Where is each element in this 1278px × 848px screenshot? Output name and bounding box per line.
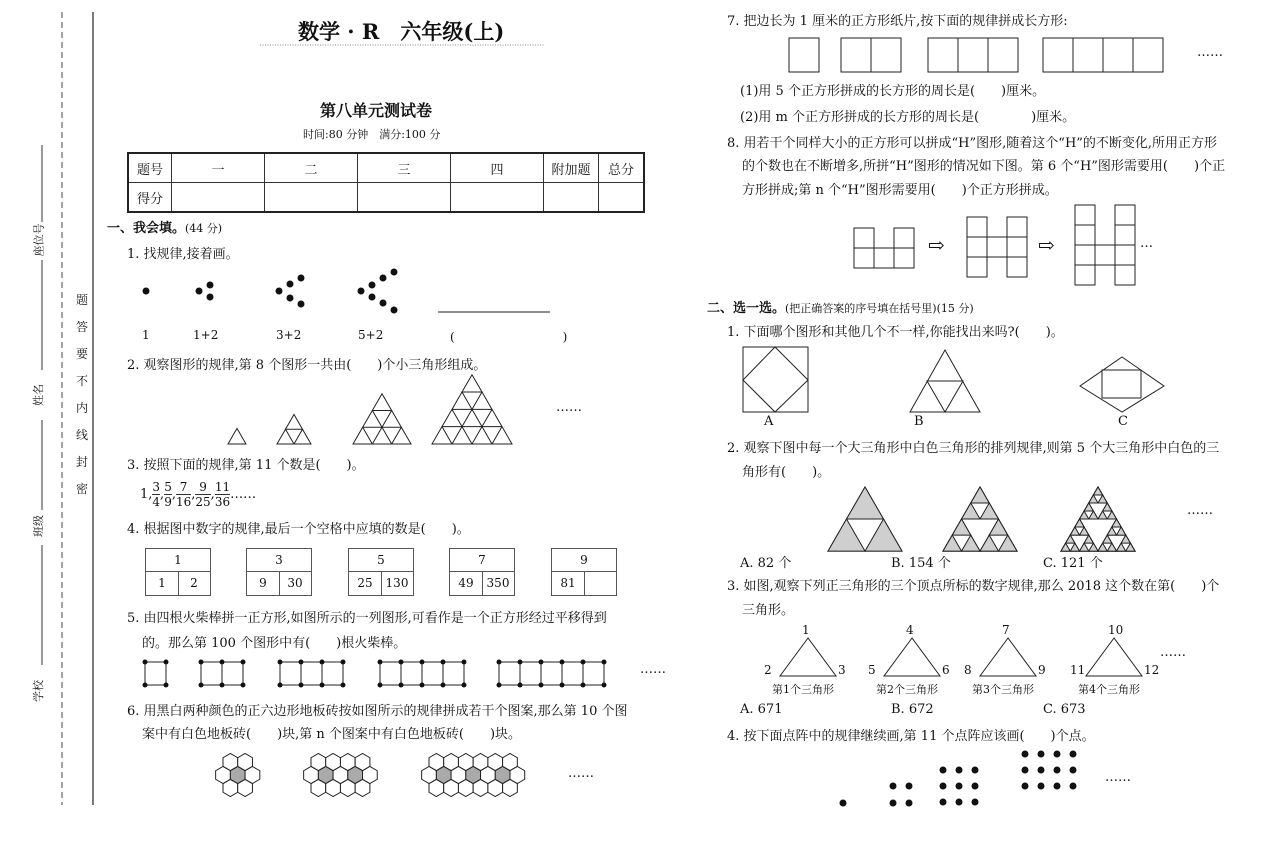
square — [1115, 265, 1135, 285]
vertex-number: 2 — [764, 663, 772, 677]
box-right: 30 — [287, 576, 303, 590]
part1-title: 一、我会填。 — [107, 221, 186, 236]
part2-note: (把正确答案的序号填在括号里)(15 分) — [785, 302, 974, 315]
score-header: 附加题 — [544, 153, 599, 183]
option-c[interactable]: C. 121 个 — [1043, 556, 1103, 571]
dot — [940, 799, 947, 806]
option-c[interactable]: C. 673 — [1043, 702, 1086, 717]
q1-label: 3+2 — [276, 328, 302, 342]
hexagon — [488, 754, 503, 771]
dot — [602, 660, 607, 665]
number-triangle — [1086, 638, 1142, 676]
p2q2-ellipsis: …… — [1187, 503, 1213, 518]
vertex-number: 11 — [1070, 663, 1086, 677]
dot — [287, 281, 294, 288]
small-triangle — [228, 428, 246, 444]
fraction — [152, 480, 160, 509]
hexagon — [429, 754, 444, 771]
dot — [164, 683, 169, 688]
dot — [840, 800, 847, 807]
dot — [497, 683, 502, 688]
hexagon — [488, 780, 503, 797]
dot — [298, 275, 305, 282]
fraction — [215, 480, 230, 509]
q8-text-2: 的个数也在不断增多,所拼“H”图形的情况如下图。第 6 个“H”图形需要用( )个正 — [742, 159, 1226, 174]
dot — [497, 660, 502, 665]
small-triangle — [472, 392, 492, 409]
small-triangle — [277, 429, 294, 444]
box-top: 7 — [450, 549, 514, 572]
dot — [1022, 751, 1029, 758]
dot — [378, 660, 383, 665]
hexagon — [311, 780, 326, 797]
square — [1133, 38, 1163, 72]
q2-ellipsis: …… — [556, 400, 582, 415]
class-label: 班级 — [32, 515, 45, 537]
dot — [906, 800, 913, 807]
dot — [539, 660, 544, 665]
p2q4-ellipsis: …… — [1105, 770, 1131, 785]
hexagon — [340, 754, 355, 771]
diamond — [1080, 357, 1164, 412]
square — [1103, 38, 1133, 72]
q5-ellipsis: …… — [640, 662, 666, 677]
dot — [1038, 783, 1045, 790]
vertex-number: 10 — [1108, 623, 1124, 637]
vertex-number: 6 — [942, 663, 950, 677]
vertex-number: 1 — [802, 623, 810, 637]
dot — [602, 683, 607, 688]
hexagon — [429, 780, 444, 797]
box-left: 81 — [552, 572, 585, 595]
dot — [196, 288, 203, 295]
gray-triangle — [971, 487, 990, 503]
seat-label: 座位号 — [32, 223, 46, 257]
vertex-number: 8 — [964, 663, 972, 677]
small-triangle — [442, 409, 462, 426]
rect — [1102, 370, 1141, 398]
hexagon — [473, 780, 488, 797]
dot — [298, 301, 305, 308]
dot — [1070, 751, 1077, 758]
hexagon — [223, 780, 238, 797]
number-box — [551, 548, 617, 596]
dot — [420, 683, 425, 688]
square — [1007, 217, 1027, 237]
dot — [320, 683, 325, 688]
p2q3-text-2: 三角形。 — [742, 603, 795, 618]
dot — [399, 660, 404, 665]
dot — [143, 660, 148, 665]
option-label: A — [764, 414, 774, 429]
small-triangle — [452, 427, 472, 444]
q5-text: 5. 由四根火柴棒拼一正方形,如图所示的一列图形,可看作是一个正方形经过平移得到 — [127, 611, 607, 626]
q3-text: 3. 按照下面的规律,第 11 个数是( )。 — [127, 458, 365, 473]
small-triangle — [382, 411, 401, 428]
dot — [341, 683, 346, 688]
small-triangle — [294, 429, 311, 444]
hexagon — [503, 754, 518, 771]
small-triangle — [482, 409, 502, 426]
q7-sub2: (2)用 m 个正方形拼成的长方形的周长是( )厘米。 — [740, 110, 1076, 125]
square — [1115, 245, 1135, 265]
seal-char: 答 — [76, 320, 89, 334]
header-title: 数学 · R 六年级(上) — [298, 19, 505, 44]
fraction — [164, 480, 172, 509]
dot — [581, 683, 586, 688]
q1-text: 1. 找规律,接着画。 — [127, 247, 239, 262]
hexagon — [311, 754, 326, 771]
numerator: 7 — [176, 480, 191, 495]
dot — [906, 783, 913, 790]
dot — [1054, 767, 1061, 774]
name-label: 姓名 — [32, 384, 45, 406]
diamond — [743, 347, 808, 412]
number-box — [246, 548, 312, 596]
hexagon — [473, 754, 488, 771]
numerator: 3 — [152, 480, 161, 494]
dot — [956, 767, 963, 774]
q8-ellipsis: … — [1140, 236, 1153, 251]
small-triangle — [462, 409, 482, 426]
arrow-icon: ⇨ — [1038, 233, 1055, 257]
arrow-icon: ⇨ — [928, 233, 945, 257]
dot — [391, 269, 398, 276]
dot — [199, 683, 204, 688]
seal-char: 内 — [76, 401, 89, 415]
q1-label: 5+2 — [358, 328, 384, 342]
hexagon — [503, 780, 518, 797]
number-triangle — [884, 638, 940, 676]
hexagon — [326, 780, 341, 797]
dot — [518, 660, 523, 665]
score-header: 一 — [172, 153, 265, 183]
dot — [220, 683, 225, 688]
number-box — [145, 548, 211, 596]
vertex-number: 7 — [1002, 623, 1010, 637]
triangle-caption: 第2个三角形 — [876, 683, 938, 696]
small-triangle — [392, 427, 411, 444]
vertex-number: 12 — [1144, 663, 1160, 677]
dot — [1070, 783, 1077, 790]
dot — [380, 275, 387, 282]
hexagon — [355, 754, 370, 771]
dot — [143, 683, 148, 688]
dot — [581, 660, 586, 665]
p2q3-ellipsis: …… — [1160, 645, 1186, 660]
q7-text: 7. 把边长为 1 厘米的正方形纸片,按下面的规律拼成长方形: — [727, 14, 1068, 29]
triangle-caption: 第1个三角形 — [772, 683, 834, 696]
option-a[interactable]: A. 82 个 — [740, 556, 792, 571]
dot — [1038, 767, 1045, 774]
dot — [539, 683, 544, 688]
box-right[interactable] — [584, 572, 616, 595]
seal-char: 题 — [76, 293, 89, 307]
square — [1115, 225, 1135, 245]
dot — [560, 683, 565, 688]
square — [967, 237, 987, 257]
number-triangle — [780, 638, 836, 676]
dot — [278, 660, 283, 665]
gray-triangle — [847, 487, 884, 519]
dot — [1038, 751, 1045, 758]
dot — [207, 282, 214, 289]
dot — [276, 288, 283, 295]
box-top: 5 — [349, 549, 413, 572]
hexagon — [444, 754, 459, 771]
vertex-number: 4 — [906, 623, 914, 637]
score-header: 题号 — [128, 153, 172, 183]
dot — [369, 294, 376, 301]
dot — [220, 660, 225, 665]
triangle — [927, 381, 963, 412]
small-triangle — [372, 427, 391, 444]
q5-text-2: 的。那么第 100 个图形中有( )根火柴棒。 — [142, 636, 407, 651]
square — [928, 38, 958, 72]
seq-first: 1, — [140, 487, 153, 502]
square — [841, 38, 871, 72]
numerator: 5 — [164, 480, 172, 494]
dot — [278, 683, 283, 688]
q1-label: 1+2 — [193, 328, 219, 342]
hexagon — [355, 780, 370, 797]
option-b[interactable]: B. 154 个 — [891, 556, 951, 571]
q1-label: 1 — [142, 328, 150, 342]
square — [743, 347, 808, 412]
score-header: 二 — [265, 153, 358, 183]
dot — [358, 288, 365, 295]
dot — [441, 683, 446, 688]
p2q2-text-2: 角形有( )。 — [742, 465, 831, 480]
seal-char: 封 — [76, 455, 89, 469]
number-box — [449, 548, 515, 596]
seal-char: 线 — [76, 428, 89, 442]
hexagon — [444, 780, 459, 797]
square — [874, 248, 894, 268]
square — [967, 217, 987, 237]
dot — [940, 767, 947, 774]
square — [1075, 245, 1095, 265]
p2q3-text: 3. 如图,观察下列正三角形的三个顶点所标的数字规律,那么 2018 这个数在第( )个 — [727, 579, 1220, 594]
dot — [1070, 767, 1077, 774]
vertex-number: 9 — [1038, 663, 1046, 677]
square — [1073, 38, 1103, 72]
fraction — [176, 480, 191, 509]
square — [987, 237, 1007, 257]
hexagon — [458, 754, 473, 771]
box-top: 1 — [146, 549, 210, 572]
score-header: 三 — [358, 153, 451, 183]
q6-text-2: 案中有白色地板砖( )块,第 n 个图案中有白色地板砖( )块。 — [142, 727, 522, 742]
small-triangle — [432, 427, 452, 444]
box-right: 130 — [385, 576, 409, 590]
box-left: 9 — [247, 572, 280, 595]
q7-sub1: (1)用 5 个正方形拼成的长方形的周长是( )厘米。 — [740, 84, 1046, 99]
box-top: 3 — [247, 549, 311, 572]
square — [988, 38, 1018, 72]
square — [894, 228, 914, 248]
q2-text: 2. 观察图形的规律,第 8 个图形一共由( )个小三角形组成。 — [127, 358, 487, 373]
hexagon — [223, 754, 238, 771]
exam-title: 第八单元测试卷 — [320, 101, 433, 120]
square — [1007, 257, 1027, 277]
score-header: 总分 — [599, 153, 645, 183]
score-row-label: 得分 — [128, 183, 172, 213]
box-left: 25 — [349, 572, 382, 595]
dot — [287, 295, 294, 302]
small-triangle — [353, 427, 372, 444]
dot — [462, 660, 467, 665]
dot — [378, 683, 383, 688]
vertex-number: 3 — [838, 663, 846, 677]
dot — [1022, 783, 1029, 790]
gray-triangle — [1093, 487, 1102, 495]
p2q2-text: 2. 观察下图中每一个大三角形中白色三角形的排列规律,则第 5 个大三角形中白色的三 — [727, 441, 1220, 456]
dot — [972, 783, 979, 790]
option-b[interactable]: B. 672 — [891, 702, 934, 717]
dot — [391, 307, 398, 314]
dot — [560, 660, 565, 665]
dot — [462, 683, 467, 688]
dot — [299, 683, 304, 688]
square — [1075, 205, 1095, 225]
square — [789, 38, 819, 72]
box-left: 1 — [146, 572, 179, 595]
square — [1007, 237, 1027, 257]
square — [1075, 265, 1095, 285]
number-triangle — [980, 638, 1036, 676]
denominator: 25 — [195, 495, 211, 509]
q7-ellipsis: …… — [1197, 45, 1223, 60]
dot — [1022, 767, 1029, 774]
dot — [972, 799, 979, 806]
dot — [972, 767, 979, 774]
dot — [890, 783, 897, 790]
box-right: 350 — [486, 576, 510, 590]
seal-char: 密 — [76, 482, 89, 496]
square — [958, 38, 988, 72]
dot — [320, 660, 325, 665]
small-triangle — [372, 394, 391, 411]
small-triangle — [452, 392, 472, 409]
box-left: 49 — [450, 572, 483, 595]
dot — [441, 660, 446, 665]
q1-answer-blank[interactable]: ( ) — [450, 330, 568, 344]
dot — [164, 660, 169, 665]
dot — [369, 282, 376, 289]
q8-text: 8. 用若干个同样大小的正方形可以拼成“H”图形,随着这个“H”的不断变化,所用正方形 — [727, 136, 1218, 151]
small-triangle — [462, 375, 482, 392]
dot — [956, 783, 963, 790]
seal-char: 不 — [76, 374, 89, 388]
option-label: C — [1118, 414, 1128, 429]
option-a[interactable]: A. 671 — [740, 702, 783, 717]
dot — [956, 799, 963, 806]
fraction — [195, 480, 210, 509]
dot — [241, 683, 246, 688]
dot — [420, 660, 425, 665]
square — [854, 248, 874, 268]
q8-text-3: 方形拼成;第 n 个“H”图形需要用( )个正方形拼成。 — [742, 183, 1058, 198]
dot — [940, 783, 947, 790]
numerator: 9 — [195, 480, 210, 495]
number-box — [348, 548, 414, 596]
denominator: 9 — [164, 495, 172, 509]
part2-title: 二、选一选。 — [707, 301, 786, 316]
small-triangle — [472, 427, 492, 444]
square — [1095, 245, 1115, 265]
square — [1043, 38, 1073, 72]
exam-info: 时间:80 分钟 满分:100 分 — [303, 128, 441, 141]
q6-text: 6. 用黑白两种颜色的正六边形地板砖按如图所示的规律拼成若干个图案,那么第 10 个图 — [127, 704, 628, 719]
hexagon — [238, 754, 253, 771]
seq-ellipsis: …… — [230, 487, 257, 502]
denominator: 16 — [175, 495, 192, 509]
score-header: 四 — [451, 153, 544, 183]
denominator: 4 — [152, 495, 161, 509]
denominator: 36 — [214, 495, 231, 509]
square — [1075, 225, 1095, 245]
square — [854, 228, 874, 248]
q6-ellipsis: …… — [568, 766, 594, 781]
square — [894, 248, 914, 268]
small-triangle — [286, 415, 303, 430]
dot — [380, 300, 387, 307]
part2-heading — [707, 297, 974, 316]
dot — [341, 660, 346, 665]
option-label: B — [914, 414, 924, 429]
square — [871, 38, 901, 72]
small-triangle — [363, 411, 382, 428]
dot — [1054, 751, 1061, 758]
seal-char: 要 — [76, 347, 89, 361]
numerator: 11 — [214, 480, 231, 494]
dot — [518, 683, 523, 688]
part1-points: (44 分) — [185, 222, 223, 235]
hexagon — [340, 780, 355, 797]
p2q1-text: 1. 下面哪个图形和其他几个不一样,你能找出来吗?( )。 — [727, 325, 1064, 340]
p2q4-text: 4. 按下面点阵中的规律继续画,第 11 个点阵应该画( )个点。 — [727, 729, 1095, 744]
box-top: 9 — [552, 549, 616, 572]
triangle-caption: 第4个三角形 — [1078, 683, 1140, 696]
school-label: 学校 — [32, 680, 45, 702]
hexagon — [458, 780, 473, 797]
dot — [143, 288, 150, 295]
dot — [1054, 783, 1061, 790]
dot — [199, 660, 204, 665]
dot — [399, 683, 404, 688]
q3-sequence: 1, $\frac{3}{4}$ , $\frac{5}{9}$ , $\frac{7}{16}$ , $\frac{9}{25}$ , $\frac{11}{36}$ …… — [140, 480, 257, 509]
square — [1115, 205, 1135, 225]
dot — [241, 660, 246, 665]
box-right: 2 — [190, 576, 198, 590]
q4-text: 4. 根据图中数字的规律,最后一个空格中应填的数是( )。 — [127, 522, 470, 537]
hexagon — [326, 754, 341, 771]
triangle-caption: 第3个三角形 — [972, 683, 1034, 696]
small-triangle — [492, 427, 512, 444]
dot — [207, 294, 214, 301]
hexagon — [238, 780, 253, 797]
dot — [890, 800, 897, 807]
square — [967, 257, 987, 277]
dot — [299, 660, 304, 665]
vertex-number: 5 — [868, 663, 876, 677]
